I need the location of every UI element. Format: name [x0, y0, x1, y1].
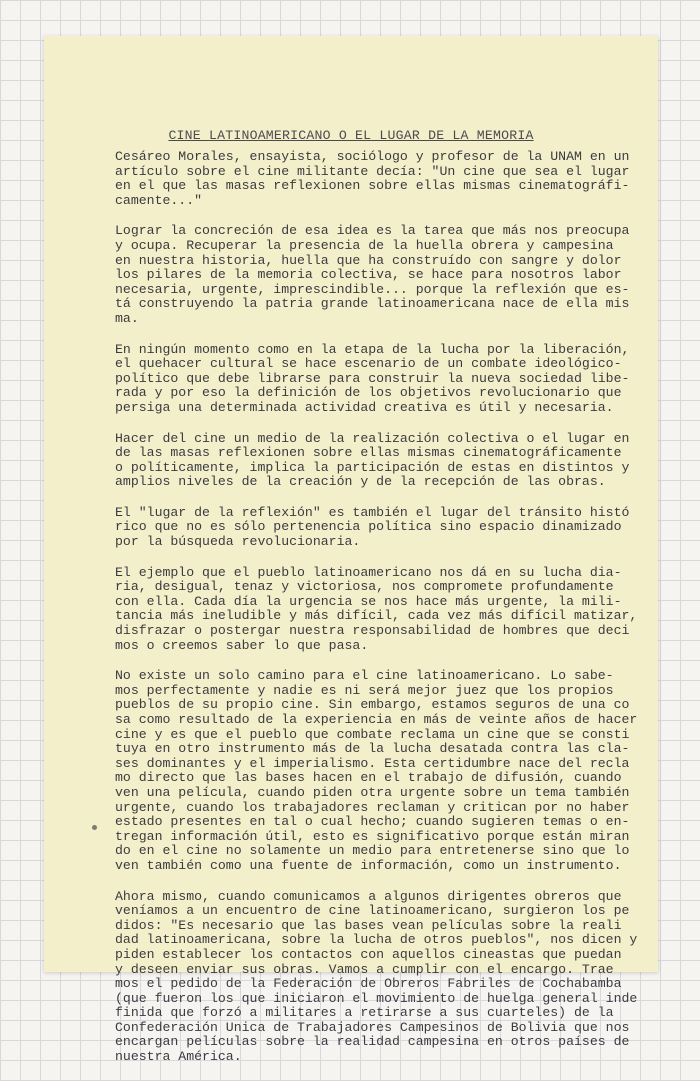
- text-line: Cesáreo Morales, ensayista, sociólogo y profesor de la UNAM en un: [115, 149, 630, 164]
- text-line: Confederación Unica de Trabajadores Campesinos de Bolivia que nos: [115, 1019, 630, 1035]
- text-line: rico que no es sólo pertenencia política sino espacio dinamizado: [115, 519, 622, 535]
- text-line: en el que las masas reflexionen sobre ellas mismas cinematográfi-: [115, 178, 630, 194]
- text-line: cine y es que el pueblo que combate reclama un cine que se consti: [115, 726, 630, 742]
- text-line: urgente, cuando los trabajadores reclaman y critican por no haber: [115, 799, 630, 815]
- text-line: y ocupa. Recuperar la presencia de la huella obrera y campesina: [115, 237, 614, 253]
- text-line: finida que forzó a militares a retirarse a sus cuarteles) de la: [115, 1005, 614, 1021]
- text-line: o políticamente, implica la participación de estas en distintos y: [115, 459, 630, 475]
- text-line: tuya en otro instrumento más de la lucha desatada contra las cla-: [115, 741, 630, 757]
- text-line: persiga una determinada actividad creativa es útil y necesaria.: [115, 399, 614, 415]
- text-line: El ejemplo que el pueblo latinoamericano nos dá en su lucha dia-: [115, 564, 622, 580]
- text-line: pueblos de su propio cine. Sin embargo, estamos seguros de una co: [115, 697, 630, 713]
- paragraph: [115, 506, 637, 550]
- text-line: dad latinoamericana, sobre la lucha de otros pueblos", nos dicen y: [115, 932, 638, 948]
- document-page: [44, 36, 658, 1065]
- text-line: ma.: [115, 310, 139, 326]
- text-line: encargan películas sobre la realidad campesina en otros países de: [115, 1034, 630, 1050]
- text-line: y deseen enviar sus obras. Vamos a cumplir con el encargo. Trae: [115, 961, 614, 977]
- text-line: didos: "Es necesario que las bases vean películas sobre la reali: [115, 917, 622, 933]
- text-line: amplios niveles de la creación y de la recepción de las obras.: [115, 474, 606, 490]
- text-line: tá construyendo la patria grande latinoamericana nace de ella mis: [115, 296, 630, 312]
- document-title: CINE LATINOAMERICANO O EL LUGAR DE LA MEMORIA: [168, 128, 534, 143]
- text-line: ven una película, cuando piden otra urgente sobre un tema también: [115, 784, 630, 800]
- text-line: El "lugar de la reflexión" es también el lugar del tránsito histó: [115, 504, 630, 520]
- text-line: mo directo que las bases hacen en el trabajo de difusión, cuando: [115, 770, 622, 786]
- paragraph: [115, 343, 637, 416]
- document-body: [115, 150, 637, 1081]
- text-line: En ningún momento como en la etapa de la lucha por la liberación,: [115, 341, 630, 357]
- paragraph: [115, 150, 637, 208]
- paragraph: [115, 669, 637, 873]
- text-line: Lograr la concreción de esa idea es la tarea que más nos preocupa: [115, 223, 630, 239]
- text-line: mos perfectamente y nadie es ni será mejor juez que los propios: [115, 682, 614, 698]
- text-line: los pilares de la memoria colectiva, se hace para nosotros labor: [115, 267, 622, 283]
- text-line: ses dominantes y el imperialismo. Esta certidumbre nace del recla: [115, 755, 630, 771]
- text-line: piden establecer los contactos con aquellos cineastas que puedan: [115, 946, 622, 962]
- text-line: necesaria, urgente, imprescindible... porque la reflexión que es-: [115, 281, 630, 297]
- margin-mark: [92, 825, 97, 830]
- text-line: rada y por eso la definición de los objetivos revolucionario que: [115, 385, 622, 401]
- text-line: por la búsqueda revolucionaria.: [115, 534, 361, 550]
- text-line: disfrazar o postergar nuestra responsabilidad de hombres que deci: [115, 623, 630, 639]
- text-line: tregan información útil, esto es significativo porque están miran: [115, 828, 630, 844]
- text-line: estado presentes en tal o cual hecho; cuando sugieren temas o en-: [115, 814, 630, 830]
- text-line: ven también como una fuente de información, como un instrumento.: [115, 857, 622, 873]
- text-line: sa como resultado de la experiencia en más de veinte años de hacer: [115, 712, 638, 727]
- text-line: veníamos a un encuentro de cine latinoamericano, surgieron los pe: [115, 903, 630, 919]
- text-line: político que debe librarse para construir la nueva sociedad libe-: [115, 370, 630, 386]
- text-line: tancia más ineludible y más difícil, cada vez más difícil matizar,: [115, 608, 638, 624]
- text-line: No existe un solo camino para el cine latinoamericano. Lo sabe-: [115, 668, 614, 684]
- text-line: Ahora mismo, cuando comunicamos a algunos dirigentes obreros que: [115, 888, 622, 904]
- text-line: Hacer del cine un medio de la realización colectiva o el lugar en: [115, 430, 630, 446]
- text-line: ria, desigual, tenaz y victoriosa, nos compromete profundamente: [115, 579, 614, 595]
- text-line: el quehacer cultural se hace escenario de un combate ideológico-: [115, 356, 622, 372]
- paragraph: [115, 890, 637, 1065]
- text-line: de las masas reflexionen sobre ellas mismas cinematográficamente: [115, 445, 622, 461]
- text-line: mos o creemos saber lo que pasa.: [115, 637, 369, 653]
- text-line: camente...": [115, 192, 203, 208]
- text-line: con ella. Cada día la urgencia se nos hace más urgente, la mili-: [115, 593, 622, 609]
- paragraph: [115, 224, 637, 326]
- text-line: (que fueron los que iniciaron el movimiento de huelga general inde: [115, 990, 638, 1006]
- text-line: nuestra América.: [115, 1049, 242, 1065]
- text-line: mos el pedido de la Federación de Obreros Fabriles de Cochabamba: [115, 976, 622, 992]
- text-line: do en el cine no solamente un medio para entretenerse sino que lo: [115, 843, 630, 859]
- text-line: en nuestra historia, huella que ha construído con sangre y dolor: [115, 252, 622, 268]
- paragraph: [115, 432, 637, 490]
- text-line: artículo sobre el cine militante decía: "Un cine que sea el lugar: [115, 163, 630, 179]
- paragraph: [115, 566, 637, 654]
